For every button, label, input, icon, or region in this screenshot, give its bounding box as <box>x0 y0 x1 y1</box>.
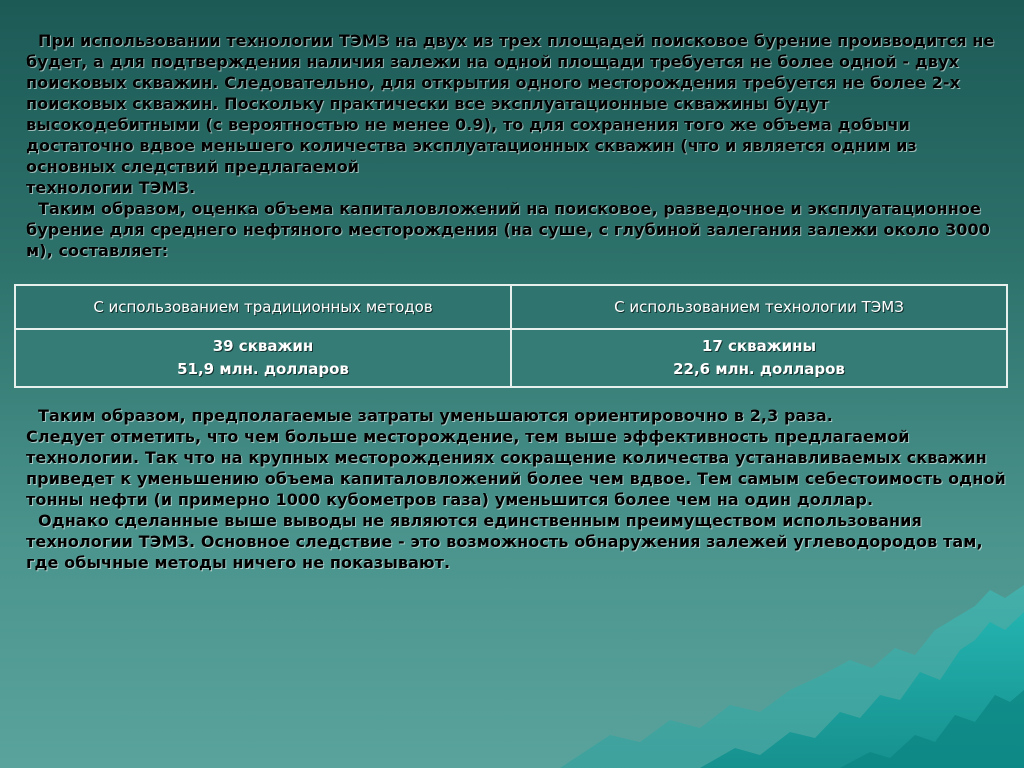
temz-wells: 17 скважины <box>701 337 817 355</box>
cell-traditional <box>15 329 511 387</box>
paragraph: Таким образом, оценка объема капиталовложений на поисковое, разведочное и эксплуатационное бурение для среднего нефтяного месторождения (на суше, с глубиной залегания залежи около 3000 м), составляет: <box>26 199 991 260</box>
table-row <box>15 329 1007 387</box>
traditional-cost: 51,9 млн. долларов <box>177 360 349 378</box>
comparison-table <box>14 284 1008 388</box>
intro-text <box>26 30 1006 261</box>
paragraph: Таким образом, предполагаемые затраты уменьшаются ориентировочно в 2,3 раза. <box>38 406 833 425</box>
table-header-row <box>15 285 1007 329</box>
paragraph: технологии ТЭМЗ. <box>26 178 196 197</box>
header-temz: С использованием технологии ТЭМЗ <box>511 285 1007 329</box>
temz-cost: 22,6 млн. долларов <box>673 360 845 378</box>
conclusion-text <box>26 405 1006 573</box>
paragraph: Однако сделанные выше выводы не являются единственным преимуществом использования технологии ТЭМЗ. Основное следствие - это возможность обнаружения залежей углеводородов там, где обычные методы ничего не показывают. <box>26 511 983 572</box>
cell-temz <box>511 329 1007 387</box>
paragraph: При использовании технологии ТЭМЗ на двух из трех площадей поисковое бурение производится не будет, а для подтверждения наличия залежи на одной площади требуется не более одной - двух поисковых скважин. Следовательно, для открытия одного месторождения требуется не более 2-х поисковых скважин. Поскольку практически все эксплуатационные скважины будут высокодебитными (с вероятностью не менее 0.9), то для сохранения того же объема добычи достаточно вдвое меньшего количества эксплуатационных скважин (что и является одним из основных следствий предлагаемой <box>26 31 995 176</box>
traditional-wells: 39 скважин <box>212 337 314 355</box>
header-traditional: С использованием традиционных методов <box>15 285 511 329</box>
paragraph: Следует отметить, что чем больше месторождение, тем выше эффективность предлагаемой технологии. Так что на крупных месторождениях сокращение количества устанавливаемых скважин приведет к уменьшению объема капиталовложений более чем вдвое. Тем самым себестоимость одной тонны нефти (и примерно 1000 кубометров газа) уменьшится более чем на один доллар. <box>26 427 1006 509</box>
